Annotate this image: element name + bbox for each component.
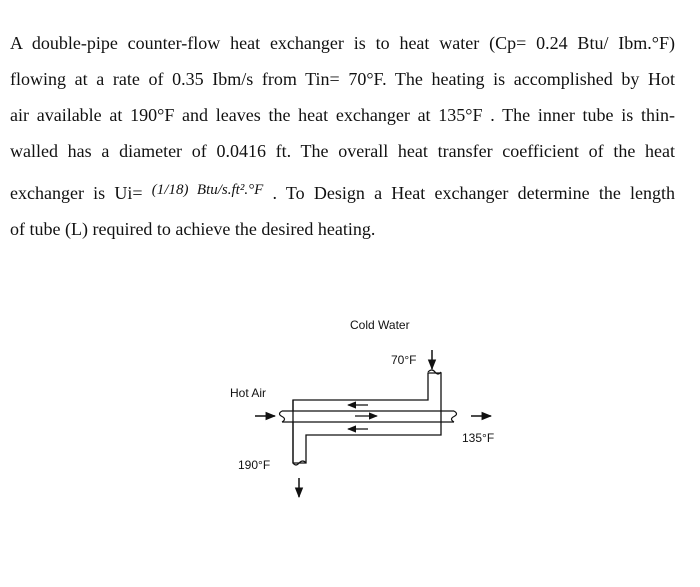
- overall-coefficient-expression: (1/18) Btu/s.ft².°F: [151, 182, 264, 198]
- problem-line-4: walled has a diameter of 0.0416 ft. The overall heat transfer coefficient of the heat: [10, 141, 675, 161]
- cold-water-label: Cold Water: [350, 318, 410, 332]
- hot-air-label: Hot Air: [230, 386, 267, 400]
- inner-tube-outlet-end: [452, 411, 457, 422]
- hot-air-outlet-temp: 135°F: [462, 431, 495, 445]
- cold-water-inlet-temp: 70°F: [391, 353, 417, 367]
- problem-line-6: of tube (L) required to achieve the desired heating.: [10, 219, 376, 239]
- problem-line-3: air available at 190°F and leaves the heat exchanger at 135°F . The inner tube is thin-: [10, 105, 675, 125]
- problem-line-1: A double-pipe counter-flow heat exchanger is to heat water (Cp= 0.24 Btu/ Ibm.°F): [10, 33, 675, 53]
- problem-line-2: flowing at a rate of 0.35 Ibm/s from Tin= 70°F. The heating is accomplished by Hot: [10, 69, 675, 89]
- hot-air-inlet-temp: 190°F: [238, 458, 271, 472]
- inner-tube-inlet-end: [280, 411, 285, 422]
- outer-shell: [293, 373, 441, 463]
- problem-line-5-start: exchanger is Ui=: [10, 183, 143, 203]
- problem-line-5-end: . To Design a Heat exchanger determine the length: [272, 183, 676, 203]
